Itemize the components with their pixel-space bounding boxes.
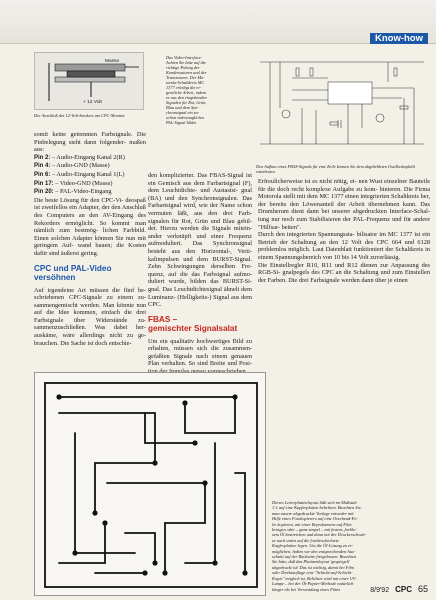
column-2 bbox=[148, 172, 252, 376]
col3-paragraph-3: Die Einstellregler R10, R11 und R12 dienen zur Anpassung des RGB-Si- gnalpegels des CPC an die Schaltung und zum Einstellen der Farben. Die drei Farbsignale werden dann über je einen bbox=[258, 261, 430, 284]
heading-fbas: FBAS – gemischter Signalsalat bbox=[148, 314, 238, 334]
column-3 bbox=[258, 178, 430, 284]
figure-schematic-caption: Das Video-Interface: Achten Sie bitte auf die richtige Polung der Kondensatoren und der Transistoren. Der Mo- torola-Schaltkreis MC 1377 erledigt die ei- gentliche Arbeit, indem er aus den eingehenden Signalen für Rot, Grün, Blau und dem Syn- chronsignal ein zu- schon videotaugliches PAL-Signal bildet bbox=[166, 55, 207, 125]
pcb-layout bbox=[35, 373, 267, 597]
col1-paragraph-1: somit keine getrennten Farbsignale. Die Pinbelegung sieht dann folgender- maßen aus: bbox=[34, 131, 146, 154]
figure-connector-caption: Der Anschluß des 12-Volt-Steckers am CPC-Monitor bbox=[34, 113, 125, 118]
pin-item: Pin 4: – Audio-GND (Masse) bbox=[34, 162, 110, 170]
column-1 bbox=[34, 131, 146, 347]
label-voltage: + 12 Volt bbox=[83, 100, 102, 105]
section-label: Know-how bbox=[370, 33, 428, 44]
col3-paragraph-2: Durch den integrierten Spannungssta- bilisator im MC 1377 ist ein Betrieb der Schaltung an den 12 Volt des CPC 664 und 6128 problemlos möglich. Laut Datenblatt funktioniert der Schaltkreis in einem Spannungsbereich von 10 bis 14 Volt zuverlässig. bbox=[258, 231, 431, 261]
figure-schematic-bottom-caption: Den Aufbau eines FBAS-Signals für eine Zeile können Sie dem abgebildeten Oszilloskopbild entnehmen. bbox=[256, 164, 415, 174]
figure-pcb bbox=[34, 372, 266, 596]
pin-item: Pin 20: – PAL-Video-Eingang bbox=[34, 188, 112, 196]
col2-paragraph-1: den komplizierter. Das FBAS-Signal ist ein Gemisch aus dem Farbartsignal (F), dem Leuchtdichte- und Austastsi- gnal (BA) und den Synchronsignalen. Das Farbartsignal wird, wie der Name schon vermuten läßt, aus den drei Farb- signalen für Rot, Grün und Blau gebil- det. Hierzu werden die Signale mitein- ander verknüpft und einer Frequenz aufmoduliert. Das Synchronsignal besteht aus den Horizontal-, Verti- kalimpulsen und dem BURST-Signal. Zehn Schwingungen derselben Fre- quenz, auf die das Farbsignal aufmo- duliert wurde, bilden das BURST-Si- gnal. Das Leuchtdichtesignal ähnelt dem Luminanz- (Helligkeits-) Signal aus dem CPC. bbox=[148, 172, 252, 309]
page-footer bbox=[370, 584, 428, 594]
pin-item: Pin 6: – Audio-Eingang Kanal 1(L) bbox=[34, 170, 125, 178]
figure-connector bbox=[34, 52, 144, 110]
col1-paragraph-2: Die beste Lösung für den CPC-Vi- deospaß ist zweifellos ein Adapter, der den Anschluß des Computers an den AV-Eingang des Rekorders ermöglicht. So kommt man nämlich zum bestmög- lichen Farbbild. Einen solchen Adapter können Sie nun mit geringem Auf- wand bauen; die Kosten dafür sind äußerst gering. bbox=[34, 196, 146, 257]
pin-item: Pin 2: – Audio-Eingang Kanal 2(R) bbox=[34, 153, 125, 161]
issue-number: 8/9'92 bbox=[370, 587, 390, 594]
pin-list bbox=[34, 154, 146, 197]
heading-cpc-pal: CPC und PAL-Video versöhnen bbox=[34, 263, 112, 282]
label-masse: Masse bbox=[105, 59, 120, 64]
pcb-caption: Dieses Leiterplattenlayout läßt sich im Maßstab 1:1 auf eine Kupferplatine belichten. Beachten Sie, man unsere abgedruckte Vorlage entweder mit Hilfe eines Fotokopierers auf eine Overhead-Fo- lie kopieren, mit einer Reprokamera auf Film bringen oder – ganz simpel – mit festem, farblo- sem Öl bestreichen und dann mit der Druckerschwär- ze nach unten auf die fotobeschichtete Kupferplatine legen. Um die Öl-Lösung zu er- möglichen, haben wir den entsprechenden Aus- schnitt auf der Rückseite freigelassen. Beachten Sie bitte, daß das Platinenlayout 'gespiegelt' abgedruckt ist! Das ist wichtig, damit bei Film oder Direktauflage eine "Schicht-auf-Schicht- Kopie" möglich ist. Belichtet wird mit einer UV- Lampe – bei der Öl-Papier-Methode natürlich länger als bei Verwendung eines Films bbox=[272, 500, 367, 592]
col2-paragraph-2: Um ein qualitativ hochwertiges Bild zu erhalten, müssen sich die zusammen- gefaßten Signale nach einem genauen Plan verhalten. So sind Breite und Posi- bbox=[148, 337, 252, 368]
magazine-name: CPC bbox=[395, 585, 412, 594]
pin-item: Pin 17: – Video-GND (Masse) bbox=[34, 179, 113, 187]
col1-paragraph-3: Auf irgendeine Art müssen die fünf be- schriebenen CPC-Signale zu einem zu- sammengemischt werden. Man könnte nun auf die Idee kommen, einfach die drei Farbsignale über Widerstände zu- sammenzuschließen. Was dabei her- auskäme, wäre allerdings nicht zu ge- brauchen. Die Sache ist doch entschie- bbox=[34, 286, 146, 347]
page-number: 65 bbox=[417, 584, 428, 594]
col3-paragraph-1: Erfreulicherweise ist es nicht nötig, ei- nen Wust einzelner Bauteile für die doch recht komplexe Aufgabe zu kom- binieren. Die Firma Motorola stellt mit dem MC 1377 einen integrierten Schaltkreis her, der bereits den Löwenanteil der Arbeit übernehmen kann. Das Drumherum dient dann bei unserer abgedruckten Interface-Schal- tung nur noch zum Stabilisieren der PAL-Frequenz und für andere "Hilfsar- beiten". bbox=[258, 178, 431, 231]
